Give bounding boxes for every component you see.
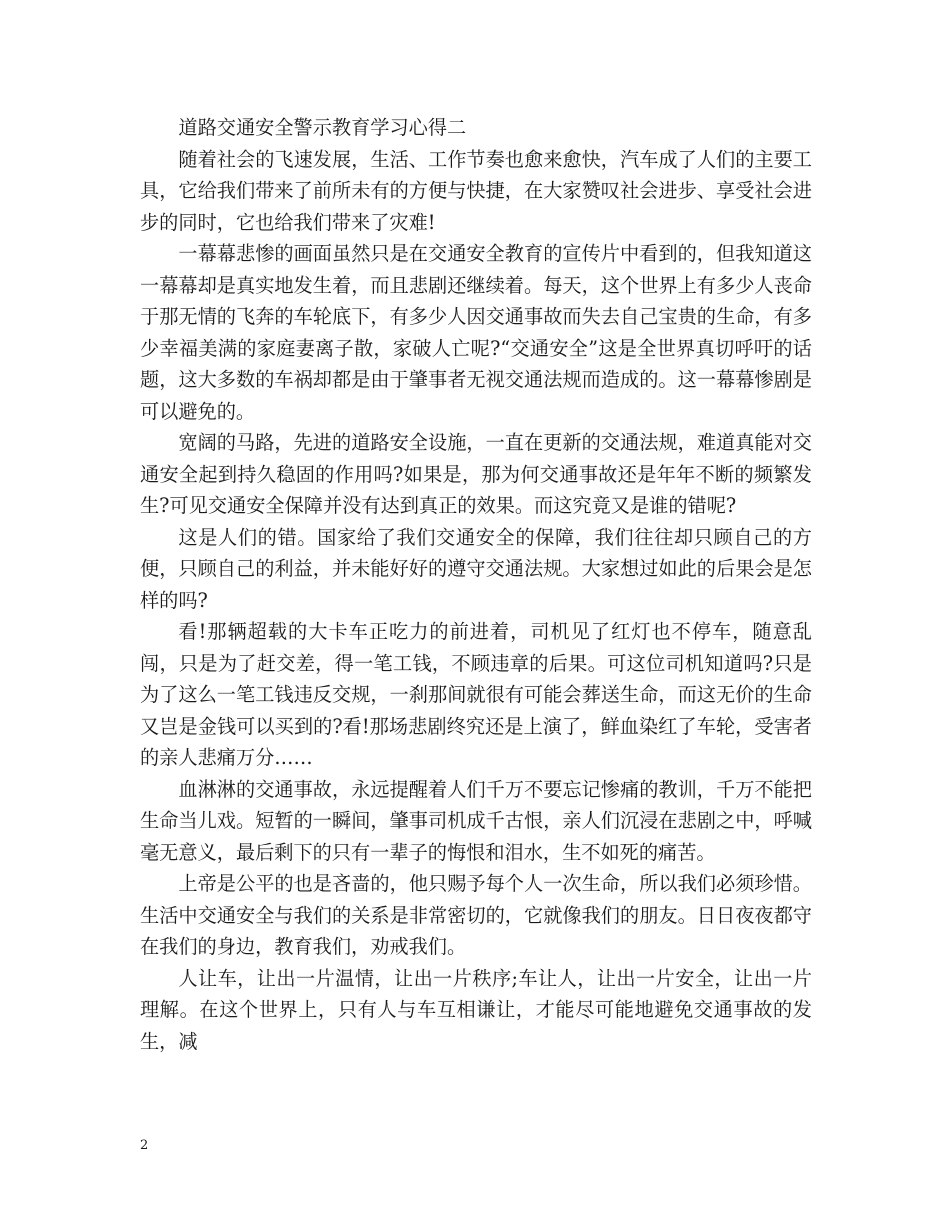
paragraph-7: 上帝是公平的也是吝啬的，他只赐予每个人一次生命，所以我们必须珍惜。生活中交通安全与我们的关系是非常密切的，它就像我们的朋友。日日夜夜都守在我们的身边，教育我们，劝戒我们。 — [140, 872, 812, 958]
paragraph-6: 血淋淋的交通事故，永远提醒着人们千万不要忘记惨痛的教训，千万不能把生命当儿戏。短暂的一瞬间，肇事司机成千古恨，亲人们沉浸在悲剧之中，呼喊毫无意义，最后剩下的只有一辈子的悔恨和泪水，生不如死的痛苦。 — [140, 777, 812, 864]
document-body — [140, 112, 812, 1057]
document-title: 道路交通安全警示教育学习心得二 — [178, 116, 467, 139]
paragraph-8: 人让车，让出一片温情，让出一片秩序;车让人，让出一片安全，让出一片理解。在这个世界上，只有人与车互相谦让，才能尽可能地避免交通事故的发生，减 — [140, 966, 812, 1053]
paragraph-2: 一幕幕悲惨的画面虽然只是在交通安全教育的宣传片中看到的，但我知道这一幕幕却是真实地发生着，而且悲剧还继续着。每天，这个世界上有多少人丧命于那无情的飞奔的车轮底下，有多少人因交通事故而失去自己宝贵的生命，有多少幸福美满的家庭妻离子散，家破人亡呢?“交通安全”这是全世界真切呼吁的话题，这大多数的车祸却都是由于肇事者无视交通法规而造成的。这一幕幕惨剧是可以避免的。 — [140, 242, 812, 423]
paragraph-4: 这是人们的错。国家给了我们交通安全的保障，我们往往却只顾自己的方便，只顾自己的利益，并未能好好的遵守交通法规。大家想过如此的后果会是怎样的吗? — [140, 525, 812, 612]
paragraph-3: 宽阔的马路，先进的道路安全设施，一直在更新的交通法规，难道真能对交通安全起到持久稳固的作用吗?如果是，那为何交通事故还是年年不断的频繁发生?可见交通安全保障并没有达到真正的效果。而这究竟又是谁的错呢? — [140, 431, 812, 517]
page-number: 2 — [140, 1138, 149, 1153]
paragraph-5: 看!那辆超载的大卡车正吃力的前进着，司机见了红灯也不停车，随意乱闯，只是为了赶交差，得一笔工钱，不顾违章的后果。可这位司机知道吗?只是为了这么一笔工钱违反交规，一刹那间就很有可能会葬送生命，而这无价的生命又岂是金钱可以买到的?看!那场悲剧终究还是上演了，鲜血染红了车轮，受害者的亲人悲痛万分…… — [140, 620, 812, 769]
paragraph-1: 随着社会的飞速发展，生活、工作节奏也愈来愈快，汽车成了人们的主要工具，它给我们带来了前所未有的方便与快捷，在大家赞叹社会进步、享受社会进步的同时，它也给我们带来了灾难! — [140, 147, 812, 234]
